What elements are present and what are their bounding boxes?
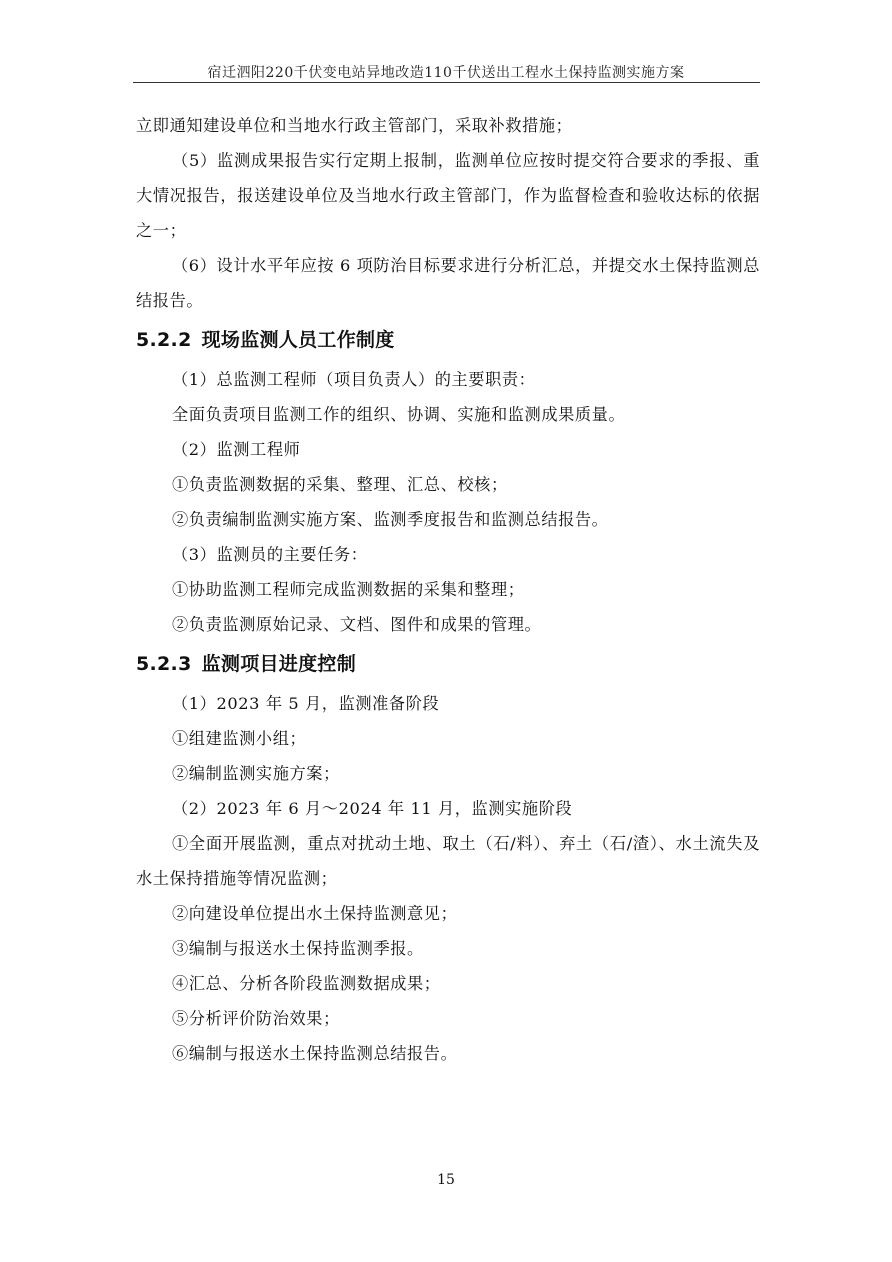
list-item: ①组建监测小组； bbox=[172, 729, 307, 748]
page-number: 15 bbox=[437, 1172, 455, 1188]
document-body bbox=[136, 108, 760, 1071]
list-item: （1）2023 年 5 月，监测准备阶段 bbox=[172, 694, 440, 713]
paragraph-continuation: 立即通知建设单位和当地水行政主管部门，采取补救措施； bbox=[136, 116, 573, 135]
section-title: 监测项目进度控制 bbox=[201, 653, 357, 675]
section-heading-5-2-3 bbox=[136, 642, 760, 686]
list-item: ⑤分析评价防治效果； bbox=[172, 1009, 340, 1028]
paragraph-item-6: （6）设计水平年应按 6 项防治目标要求进行分析汇总，并提交水土保持监测总结报告。 bbox=[136, 256, 760, 310]
list-item: ①全面开展监测，重点对扰动土地、取土（石/料）、弃土（石/渣）、水土流失及水土保持措施等情况监测； bbox=[136, 834, 760, 888]
list-item: ②编制监测实施方案； bbox=[172, 764, 340, 783]
section-number: 5.2.3 bbox=[136, 653, 192, 675]
list-item: ③编制与报送水土保持监测季报。 bbox=[172, 939, 424, 958]
list-item: ②向建设单位提出水土保持监测意见； bbox=[172, 904, 458, 923]
list-item: ①负责监测数据的采集、整理、汇总、校核； bbox=[172, 475, 508, 494]
paragraph-item-5: （5）监测成果报告实行定期上报制，监测单位应按时提交符合要求的季报、重大情况报告，报送建设单位及当地水行政主管部门，作为监督检查和验收达标的依据之一； bbox=[136, 151, 760, 240]
list-item: ④汇总、分析各阶段监测数据成果； bbox=[172, 974, 441, 993]
list-item: （3）监测员的主要任务： bbox=[172, 545, 368, 564]
list-item: ②负责监测原始记录、文档、图件和成果的管理。 bbox=[172, 615, 542, 634]
list-item: 全面负责项目监测工作的组织、协调、实施和监测成果质量。 bbox=[172, 405, 626, 424]
list-item: （2）监测工程师 bbox=[172, 440, 301, 459]
list-item: ②负责编制监测实施方案、监测季度报告和监测总结报告。 bbox=[172, 510, 609, 529]
list-item: ⑥编制与报送水土保持监测总结报告。 bbox=[172, 1044, 458, 1063]
list-item: （2）2023 年 6 月～2024 年 11 月，监测实施阶段 bbox=[172, 799, 573, 818]
running-header: 宿迁泗阳220千伏变电站异地改造110千伏送出工程水土保持监测实施方案 bbox=[207, 65, 685, 81]
section-number: 5.2.2 bbox=[136, 329, 192, 351]
section-title: 现场监测人员工作制度 bbox=[201, 329, 395, 351]
list-item: （1）总监测工程师（项目负责人）的主要职责： bbox=[172, 370, 536, 389]
section-heading-5-2-2 bbox=[136, 318, 760, 362]
header-divider bbox=[133, 82, 760, 83]
list-item: ①协助监测工程师完成监测数据的采集和整理； bbox=[172, 580, 525, 599]
